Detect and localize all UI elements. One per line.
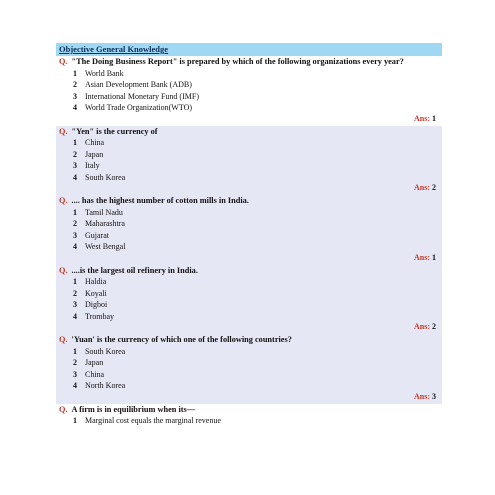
answer	[59, 322, 438, 332]
option-text: Koyali	[85, 288, 107, 298]
option	[59, 218, 438, 230]
question-text: 'Yuan' is the currency of which one of the following countries?	[71, 335, 292, 344]
question-block	[56, 334, 442, 404]
answer-label: Ans:	[413, 113, 430, 123]
option	[59, 311, 438, 323]
option-text: Japan	[85, 358, 104, 367]
question-text: "The Doing Business Report" is prepared by which of the following organizations every year?	[71, 57, 404, 66]
option-number: 4	[73, 242, 77, 251]
option	[59, 241, 438, 253]
answer-label: Ans:	[413, 183, 430, 192]
option	[59, 207, 438, 219]
question-text: "Yen" is the currency of	[71, 126, 158, 136]
answer	[59, 253, 438, 263]
question	[59, 405, 438, 416]
option	[59, 276, 438, 288]
question	[59, 127, 438, 138]
question	[59, 57, 438, 68]
option	[59, 68, 438, 80]
answer-value: 2	[432, 183, 436, 192]
option	[59, 79, 438, 91]
question-block	[56, 56, 442, 126]
option	[59, 102, 438, 114]
option-text: World Bank	[85, 68, 124, 78]
option-text: North Korea	[85, 381, 126, 390]
option	[59, 346, 438, 358]
option-number: 1	[73, 277, 77, 286]
option-number: 4	[73, 311, 77, 321]
option-text: Haldia	[85, 277, 107, 286]
question-block	[56, 126, 442, 196]
option	[59, 172, 438, 184]
option	[59, 91, 438, 103]
question-marker: Q.	[59, 196, 68, 205]
option-text: Japan	[85, 149, 104, 159]
page-title: Objective General Knowledge	[56, 43, 442, 56]
option-text: West Bengal	[85, 242, 126, 251]
answer-label: Ans:	[413, 391, 430, 401]
option-number: 4	[73, 103, 77, 112]
option-text: China	[85, 138, 105, 147]
option	[59, 230, 438, 242]
quiz-page	[56, 43, 442, 429]
question-block	[56, 404, 442, 429]
option-text: International Monetary Fund (IMF)	[85, 91, 199, 101]
option	[59, 299, 438, 311]
option-text: Trombay	[85, 311, 115, 321]
answer-value: 1	[432, 113, 436, 123]
option-number: 3	[73, 230, 77, 240]
option-number: 1	[73, 68, 77, 78]
question-block	[56, 265, 442, 335]
question	[59, 335, 438, 346]
option	[59, 357, 438, 369]
option-number: 1	[73, 207, 77, 217]
question	[59, 266, 438, 277]
option-text: Maharashtra	[85, 219, 125, 228]
option-text: South Korea	[85, 172, 126, 182]
option	[59, 149, 438, 161]
option	[59, 380, 438, 392]
question-text: .... has the highest number of cotton mills in India.	[71, 196, 249, 205]
option	[59, 369, 438, 381]
answer-value: 3	[432, 391, 436, 401]
answer	[59, 114, 438, 124]
option-text: Asian Development Bank (ADB)	[85, 80, 192, 89]
question-marker: Q.	[59, 335, 68, 344]
option-text: Italy	[85, 161, 100, 170]
answer	[59, 183, 438, 193]
option-number: 2	[73, 149, 77, 159]
option-number: 3	[73, 369, 77, 379]
option	[59, 137, 438, 149]
option	[59, 288, 438, 300]
question-text: ....is the largest oil refinery in India.	[71, 265, 198, 275]
option-number: 1	[73, 416, 77, 425]
question-marker: Q.	[59, 404, 68, 414]
question-block	[56, 195, 442, 265]
answer-label: Ans:	[413, 252, 430, 262]
question-marker: Q.	[59, 126, 68, 136]
option-number: 3	[73, 161, 77, 170]
question-marker: Q.	[59, 57, 68, 66]
option-number: 2	[73, 80, 77, 89]
option-number: 2	[73, 288, 77, 298]
option-text: China	[85, 369, 105, 379]
answer-value: 1	[432, 252, 436, 262]
option-number: 3	[73, 300, 77, 309]
option	[59, 415, 438, 427]
option-number: 2	[73, 358, 77, 367]
option-number: 1	[73, 138, 77, 147]
option	[59, 160, 438, 172]
option-number: 1	[73, 346, 77, 356]
option-text: Marginal cost equals the marginal revenue	[85, 416, 221, 425]
question	[59, 196, 438, 207]
option-text: Gujarat	[85, 230, 109, 240]
answer-label: Ans:	[413, 322, 430, 331]
option-number: 4	[73, 172, 77, 182]
option-text: Digboi	[85, 300, 108, 309]
answer-value: 2	[432, 322, 436, 331]
question-marker: Q.	[59, 265, 68, 275]
answer	[59, 392, 438, 402]
option-number: 3	[73, 91, 77, 101]
option-text: South Korea	[85, 346, 126, 356]
option-text: Tamil Nadu	[85, 207, 123, 217]
option-number: 4	[73, 381, 77, 390]
option-text: World Trade Organization(WTO)	[85, 103, 193, 112]
question-text: A firm is in equilibrium when its—	[71, 404, 196, 414]
option-number: 2	[73, 219, 77, 228]
